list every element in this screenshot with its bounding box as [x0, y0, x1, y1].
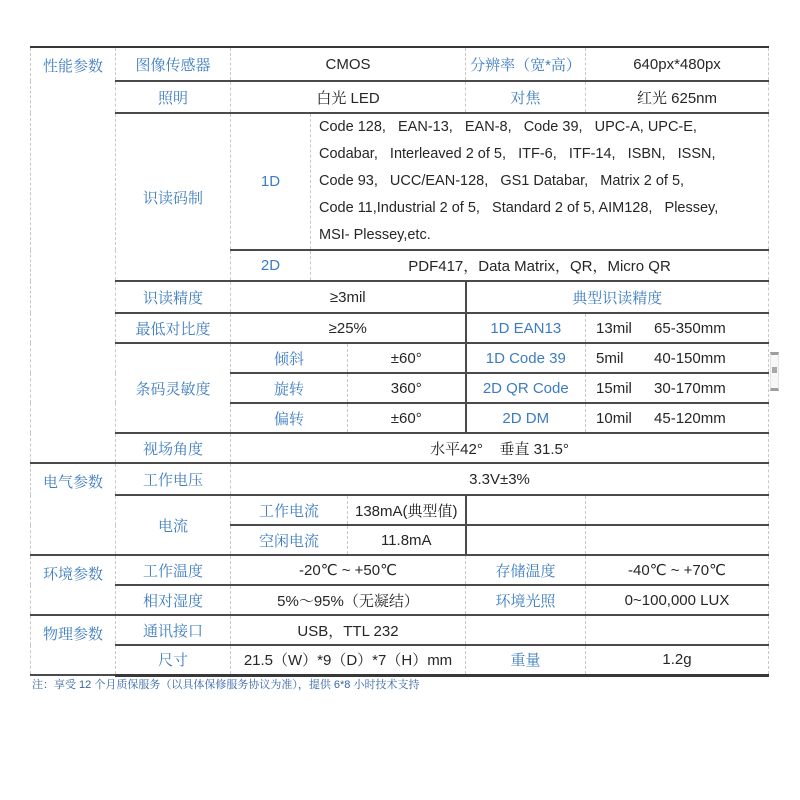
- row-illumination: [31, 81, 769, 113]
- row-contrast: [31, 313, 769, 343]
- sensitivity-label: 条码灵敏度: [116, 343, 231, 433]
- row-precision: [31, 281, 769, 313]
- row-1d-codes: [31, 113, 769, 250]
- scrollbar-grip-icon: [772, 367, 777, 373]
- empty-cell: [466, 525, 586, 555]
- mil-value: 10mil: [596, 409, 632, 427]
- range-value: 30-170mm: [654, 379, 726, 397]
- illumination-label: 照明: [116, 81, 231, 113]
- section-electrical-label: 电气参数: [31, 463, 116, 555]
- row-fov: [31, 433, 769, 463]
- 1d-codes-list: [311, 113, 769, 250]
- typical-range-code39: [586, 343, 769, 373]
- row-sensor: [31, 47, 769, 81]
- range-value: 65-350mm: [654, 319, 726, 337]
- empty-cell: [586, 495, 769, 525]
- voltage-label: 工作电压: [116, 463, 231, 495]
- focus-value: 红光 625nm: [586, 81, 769, 113]
- range-value: 40-150mm: [654, 349, 726, 367]
- idle-current-value: 11.8mA: [348, 525, 466, 555]
- focus-label: 对焦: [466, 81, 586, 113]
- sensor-value: CMOS: [231, 47, 466, 81]
- resolution-value: 640px*480px: [586, 47, 769, 81]
- typical-code-ean13: 1D EAN13: [466, 313, 586, 343]
- tilt-value: ±60°: [348, 343, 466, 373]
- row-interface: [31, 615, 769, 645]
- ambient-light-value: 0~100,000 LUX: [586, 585, 769, 615]
- empty-cell: [466, 615, 586, 645]
- typical-range-dm: [586, 403, 769, 433]
- skew-label: 偏转: [231, 403, 348, 433]
- resolution-label: 分辨率（宽*高）: [466, 47, 586, 81]
- tilt-label: 倾斜: [231, 343, 348, 373]
- section-environment-label: 环境参数: [31, 555, 116, 615]
- empty-cell: [586, 615, 769, 645]
- warranty-note: 注：享受 12 个月质保服务（以具体保修服务协议为准），提供 6*8 小时技术支持: [32, 679, 420, 691]
- row-temperature: [31, 555, 769, 585]
- working-temp-value: -20℃ ~ +50℃: [231, 555, 466, 585]
- empty-cell: [466, 495, 586, 525]
- typical-range-qr: [586, 373, 769, 403]
- section-performance-label: 性能参数: [31, 47, 116, 463]
- spec-table: [30, 46, 769, 677]
- mil-value: 13mil: [596, 319, 632, 337]
- weight-value: 1.2g: [586, 645, 769, 675]
- 2d-codes-value: PDF417，Data Matrix，QR，Micro QR: [311, 250, 769, 281]
- 1d-label: 1D: [231, 113, 311, 250]
- 1d-codes-line: Code 128, EAN-13, EAN-8, Code 39, UPC-A, UPC-E,: [319, 119, 697, 135]
- mil-value: 5mil: [596, 349, 624, 367]
- illumination-value: 白光 LED: [231, 81, 466, 113]
- contrast-value: ≥25%: [231, 313, 466, 343]
- working-current-value: 138mA(典型值): [348, 495, 466, 525]
- code-support-label: 识读码制: [116, 113, 231, 281]
- skew-value: ±60°: [348, 403, 466, 433]
- weight-label: 重量: [466, 645, 586, 675]
- rotation-label: 旋转: [231, 373, 348, 403]
- 1d-codes-line: Code 11,Industrial 2 of 5, Standard 2 of 5, AIM128, Plessey,: [319, 200, 719, 216]
- humidity-value: 5%～95%（无凝结）: [231, 585, 466, 615]
- range-value: 45-120mm: [654, 409, 726, 427]
- 1d-codes-line: Codabar, Interleaved 2 of 5, ITF-6, ITF-14, ISBN, ISSN,: [319, 146, 716, 162]
- scrollbar-thumb[interactable]: [770, 352, 779, 391]
- humidity-label: 相对湿度: [116, 585, 231, 615]
- typical-code-dm: 2D DM: [466, 403, 586, 433]
- precision-value: ≥3mil: [231, 281, 466, 313]
- storage-temp-label: 存储温度: [466, 555, 586, 585]
- 1d-codes-line: MSI- Plessey,etc.: [319, 227, 431, 243]
- interface-value: USB，TTL 232: [231, 615, 466, 645]
- fov-label: 视场角度: [116, 433, 231, 463]
- ambient-light-label: 环境光照: [466, 585, 586, 615]
- interface-label: 通讯接口: [116, 615, 231, 645]
- typical-range-ean13: [586, 313, 769, 343]
- size-value: 21.5（W）*9（D）*7（H）mm: [231, 645, 466, 675]
- typical-precision-header: 典型识读精度: [466, 281, 769, 313]
- row-tilt: [31, 343, 769, 373]
- rotation-value: 360°: [348, 373, 466, 403]
- mil-value: 15mil: [596, 379, 632, 397]
- row-size: [31, 645, 769, 675]
- size-label: 尺寸: [116, 645, 231, 675]
- current-label: 电流: [116, 495, 231, 555]
- empty-cell: [586, 525, 769, 555]
- sensor-label: 图像传感器: [116, 47, 231, 81]
- typical-code-qr: 2D QR Code: [466, 373, 586, 403]
- storage-temp-value: -40℃ ~ +70℃: [586, 555, 769, 585]
- 2d-label: 2D: [231, 250, 311, 281]
- voltage-value: 3.3V±3%: [231, 463, 769, 495]
- section-physical-label: 物理参数: [31, 615, 116, 675]
- row-voltage: [31, 463, 769, 495]
- row-humidity: [31, 585, 769, 615]
- row-working-current: [31, 495, 769, 525]
- precision-label: 识读精度: [116, 281, 231, 313]
- contrast-label: 最低对比度: [116, 313, 231, 343]
- 1d-codes-line: Code 93, UCC/EAN-128, GS1 Databar, Matrix 2 of 5,: [319, 173, 685, 189]
- idle-current-label: 空闲电流: [231, 525, 348, 555]
- working-current-label: 工作电流: [231, 495, 348, 525]
- typical-code-code39: 1D Code 39: [466, 343, 586, 373]
- fov-value: 水平42° 垂直 31.5°: [231, 433, 769, 463]
- working-temp-label: 工作温度: [116, 555, 231, 585]
